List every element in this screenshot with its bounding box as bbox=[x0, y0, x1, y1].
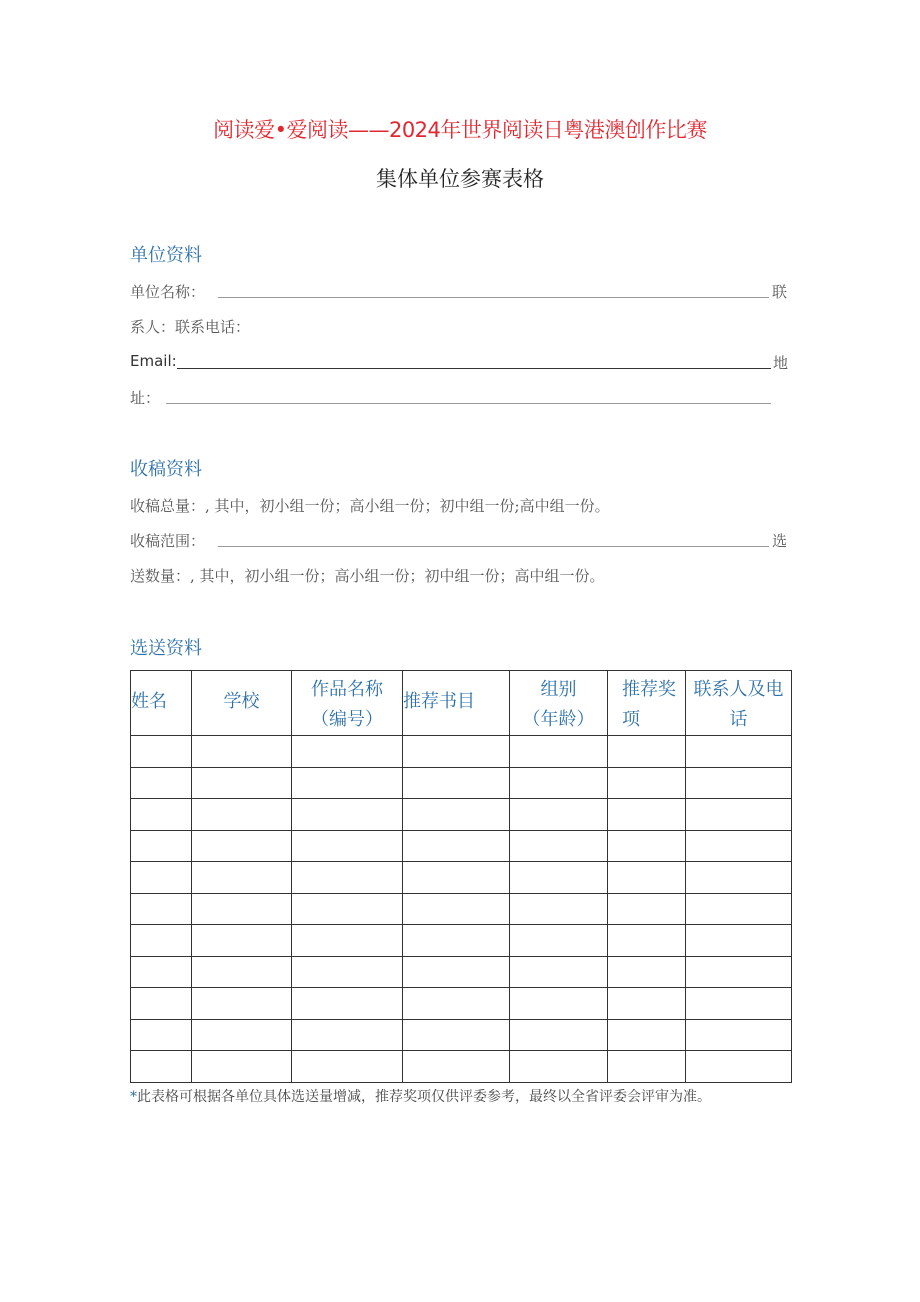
table-cell[interactable] bbox=[292, 862, 403, 894]
contact-line: 系人：联系电话： bbox=[130, 318, 251, 336]
column-header-label: 推荐书目 bbox=[403, 691, 475, 712]
table-cell[interactable] bbox=[608, 830, 686, 862]
column-header-group bbox=[510, 671, 608, 736]
table-cell[interactable] bbox=[510, 736, 608, 768]
column-header-sublabel: 话 bbox=[729, 709, 748, 730]
table-cell[interactable] bbox=[131, 1019, 192, 1051]
column-header-school bbox=[192, 671, 292, 736]
table-header-row bbox=[131, 671, 792, 736]
table-cell[interactable] bbox=[403, 956, 510, 988]
table-cell[interactable] bbox=[131, 830, 192, 862]
table-cell[interactable] bbox=[292, 799, 403, 831]
table-cell[interactable] bbox=[686, 830, 792, 862]
table-cell[interactable] bbox=[403, 736, 510, 768]
table-cell[interactable] bbox=[131, 925, 192, 957]
footnote-text: 此表格可根据各单位具体选送量增减，推荐奖项仅供评委参考，最终以全省评委会评审为准。 bbox=[137, 1089, 711, 1105]
column-header-label: 组别 bbox=[540, 679, 577, 700]
main-title: 阅读爱•爱阅读——2024年世界阅读日粤港澳创作比赛 bbox=[213, 118, 707, 142]
table-cell[interactable] bbox=[686, 988, 792, 1020]
table-cell[interactable] bbox=[608, 767, 686, 799]
table-cell[interactable] bbox=[608, 956, 686, 988]
table-cell[interactable] bbox=[608, 925, 686, 957]
table-cell[interactable] bbox=[403, 893, 510, 925]
table-cell[interactable] bbox=[131, 799, 192, 831]
table-cell[interactable] bbox=[292, 893, 403, 925]
table-row bbox=[131, 799, 792, 831]
table-cell[interactable] bbox=[608, 862, 686, 894]
table-cell[interactable] bbox=[510, 862, 608, 894]
table-cell[interactable] bbox=[192, 956, 292, 988]
footnote bbox=[130, 1088, 792, 1107]
table-row bbox=[131, 988, 792, 1020]
table-row bbox=[131, 925, 792, 957]
table-cell[interactable] bbox=[292, 830, 403, 862]
column-header-label: 学校 bbox=[223, 691, 260, 712]
table-row bbox=[131, 893, 792, 925]
submission-total-line: 收稿总量：, 其中，初小组一份；高小组一份；初中组一份;高中组一份。 bbox=[130, 497, 610, 515]
table-row bbox=[131, 736, 792, 768]
column-header-work-title bbox=[292, 671, 403, 736]
table-cell[interactable] bbox=[686, 1051, 792, 1083]
submission-count-line: 送数量：, 其中，初小组一份；高小组一份；初中组一份；高中组一份。 bbox=[130, 567, 605, 585]
table-cell[interactable] bbox=[686, 862, 792, 894]
column-header-label: 推荐奖 bbox=[622, 679, 676, 700]
table-cell[interactable] bbox=[608, 1019, 686, 1051]
unit-name-field[interactable] bbox=[218, 297, 769, 298]
unit-name-tail: 联 bbox=[772, 283, 788, 301]
table-cell[interactable] bbox=[403, 862, 510, 894]
table-row bbox=[131, 862, 792, 894]
table-cell[interactable] bbox=[403, 925, 510, 957]
table-cell[interactable] bbox=[686, 925, 792, 957]
submission-info-heading: 收稿资料 bbox=[130, 459, 202, 480]
table-cell[interactable] bbox=[192, 893, 292, 925]
table-cell[interactable] bbox=[192, 799, 292, 831]
column-header-recommended-award bbox=[608, 671, 686, 736]
table-cell[interactable] bbox=[510, 767, 608, 799]
table-cell[interactable] bbox=[510, 988, 608, 1020]
table-cell[interactable] bbox=[510, 830, 608, 862]
table-cell[interactable] bbox=[292, 736, 403, 768]
submission-scope-label: 收稿范围： bbox=[130, 532, 206, 550]
table-cell[interactable] bbox=[608, 736, 686, 768]
table-cell[interactable] bbox=[192, 862, 292, 894]
column-header-name bbox=[131, 671, 192, 736]
table-row bbox=[131, 1019, 792, 1051]
column-header-sublabel: （年龄） bbox=[522, 709, 595, 730]
table-cell[interactable] bbox=[131, 1051, 192, 1083]
column-header-label: 姓名 bbox=[131, 691, 167, 712]
table-cell[interactable] bbox=[510, 893, 608, 925]
table-row bbox=[131, 830, 792, 862]
column-header-recommended-book bbox=[403, 671, 510, 736]
column-header-sublabel: （编号） bbox=[311, 709, 383, 730]
unit-info-heading: 单位资料 bbox=[130, 245, 202, 266]
table-body bbox=[131, 736, 792, 1083]
table-cell[interactable] bbox=[686, 767, 792, 799]
table-cell[interactable] bbox=[192, 988, 292, 1020]
table-cell[interactable] bbox=[192, 925, 292, 957]
table-cell[interactable] bbox=[686, 1019, 792, 1051]
sub-title: 集体单位参赛表格 bbox=[376, 167, 544, 191]
table-cell[interactable] bbox=[510, 956, 608, 988]
table-cell[interactable] bbox=[292, 1019, 403, 1051]
column-header-sublabel: 项 bbox=[622, 709, 640, 730]
table-cell[interactable] bbox=[131, 736, 192, 768]
table-cell[interactable] bbox=[608, 799, 686, 831]
table-row bbox=[131, 956, 792, 988]
email-field[interactable] bbox=[177, 368, 771, 369]
column-header-contact bbox=[686, 671, 792, 736]
table-cell[interactable] bbox=[192, 736, 292, 768]
table-cell[interactable] bbox=[608, 1051, 686, 1083]
table-cell[interactable] bbox=[510, 925, 608, 957]
table-cell[interactable] bbox=[192, 1051, 292, 1083]
submission-scope-tail: 选 bbox=[772, 532, 788, 550]
table-cell[interactable] bbox=[292, 988, 403, 1020]
address-label: 址： bbox=[130, 389, 161, 407]
entries-table bbox=[130, 670, 792, 1083]
table-cell[interactable] bbox=[686, 799, 792, 831]
table-cell[interactable] bbox=[608, 988, 686, 1020]
table-cell[interactable] bbox=[686, 956, 792, 988]
unit-name-label: 单位名称： bbox=[130, 283, 206, 301]
table-cell[interactable] bbox=[192, 830, 292, 862]
table-cell[interactable] bbox=[686, 893, 792, 925]
table-cell[interactable] bbox=[131, 862, 192, 894]
address-field[interactable] bbox=[166, 403, 771, 404]
submission-scope-field[interactable] bbox=[218, 546, 769, 547]
table-cell[interactable] bbox=[192, 1019, 292, 1051]
table-cell[interactable] bbox=[403, 988, 510, 1020]
table-cell[interactable] bbox=[292, 925, 403, 957]
table-cell[interactable] bbox=[131, 893, 192, 925]
table-cell[interactable] bbox=[608, 893, 686, 925]
table-cell[interactable] bbox=[131, 956, 192, 988]
table-cell[interactable] bbox=[403, 830, 510, 862]
table-cell[interactable] bbox=[192, 767, 292, 799]
table-cell[interactable] bbox=[292, 767, 403, 799]
email-label: Email: bbox=[130, 352, 177, 370]
table-cell[interactable] bbox=[403, 799, 510, 831]
column-header-label: 作品名称 bbox=[311, 679, 383, 700]
table-cell[interactable] bbox=[292, 1051, 403, 1083]
table-cell[interactable] bbox=[131, 988, 192, 1020]
table-cell[interactable] bbox=[510, 799, 608, 831]
table-cell[interactable] bbox=[403, 1051, 510, 1083]
table-cell[interactable] bbox=[686, 736, 792, 768]
table-row bbox=[131, 767, 792, 799]
table-cell[interactable] bbox=[403, 767, 510, 799]
table-cell[interactable] bbox=[510, 1019, 608, 1051]
email-tail: 地 bbox=[773, 354, 789, 372]
table-cell[interactable] bbox=[510, 1051, 608, 1083]
table-cell[interactable] bbox=[292, 956, 403, 988]
column-header-label: 联系人及电 bbox=[693, 679, 784, 700]
table-cell[interactable] bbox=[131, 767, 192, 799]
selection-info-heading: 选送资料 bbox=[130, 638, 202, 659]
footnote-star: * bbox=[130, 1089, 137, 1105]
table-row bbox=[131, 1051, 792, 1083]
table-cell[interactable] bbox=[403, 1019, 510, 1051]
